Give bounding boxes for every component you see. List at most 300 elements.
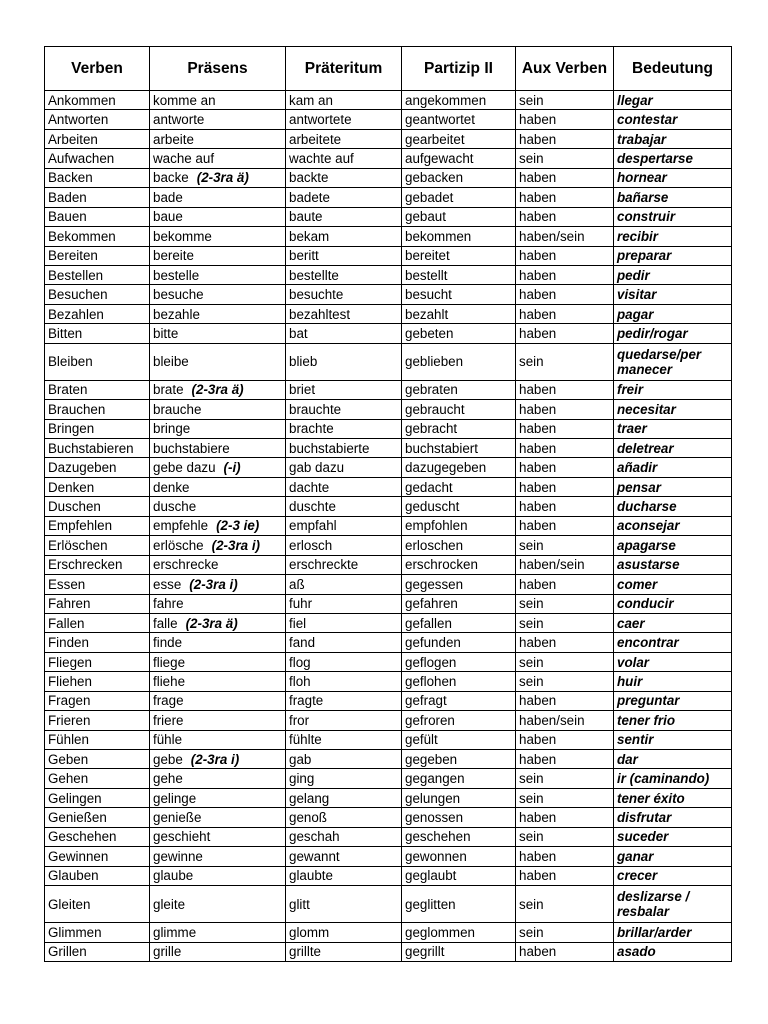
verb-cell: Arbeiten [45, 129, 150, 148]
praesens-cell [150, 633, 286, 652]
praesens-text: brauche [153, 401, 202, 417]
praeteritum-cell: fragte [286, 691, 402, 710]
verb-cell: Essen [45, 575, 150, 594]
praesens-cell [150, 477, 286, 496]
praeteritum-cell: gab [286, 750, 402, 769]
aux-cell: haben [516, 380, 614, 399]
aux-cell: haben [516, 575, 614, 594]
table-row [45, 672, 732, 691]
partizip-cell: geglommen [402, 923, 516, 942]
partizip-cell: besucht [402, 285, 516, 304]
table-row [45, 343, 732, 380]
aux-cell: haben [516, 497, 614, 516]
praesens-cell [150, 730, 286, 749]
aux-cell: haben [516, 246, 614, 265]
praesens-cell [150, 419, 286, 438]
partizip-cell: geschehen [402, 827, 516, 846]
table-row [45, 458, 732, 477]
meaning-cell: comer [614, 575, 732, 594]
table-row [45, 439, 732, 458]
praeteritum-cell: bat [286, 324, 402, 343]
partizip-cell: gefült [402, 730, 516, 749]
praesens-text: denke [153, 479, 190, 495]
partizip-cell: geantwortet [402, 110, 516, 129]
praesens-text: antworte [153, 112, 205, 128]
verb-cell: Genießen [45, 808, 150, 827]
meaning-cell: volar [614, 652, 732, 671]
aux-cell: sein [516, 886, 614, 923]
aux-cell: sein [516, 652, 614, 671]
table-row [45, 285, 732, 304]
verb-cell: Gewinnen [45, 847, 150, 866]
verb-cell: Besuchen [45, 285, 150, 304]
meaning-cell: suceder [614, 827, 732, 846]
praesens-text: bitte [153, 325, 179, 341]
praesens-cell [150, 129, 286, 148]
praesens-text: grille [153, 944, 182, 960]
praesens-text: gewinne [153, 848, 203, 864]
praeteritum-cell: beritt [286, 246, 402, 265]
conjugation-note: (2-3ra ä) [196, 170, 249, 186]
verb-cell: Fahren [45, 594, 150, 613]
aux-cell: sein [516, 769, 614, 788]
praesens-text: bade [153, 189, 183, 205]
praesens-cell [150, 188, 286, 207]
partizip-cell: gebeten [402, 324, 516, 343]
praeteritum-cell: erlosch [286, 536, 402, 555]
praeteritum-cell: brauchte [286, 400, 402, 419]
aux-cell: haben [516, 633, 614, 652]
meaning-cell: bañarse [614, 188, 732, 207]
praesens-cell [150, 304, 286, 323]
praeteritum-cell: badete [286, 188, 402, 207]
praesens-text: bekomme [153, 228, 212, 244]
praesens-cell [150, 149, 286, 168]
praesens-cell [150, 788, 286, 807]
meaning-cell: añadir [614, 458, 732, 477]
praesens-text: fühle [153, 732, 183, 748]
praesens-cell [150, 207, 286, 226]
header-row [45, 47, 732, 91]
table-row [45, 594, 732, 613]
praesens-cell [150, 691, 286, 710]
praesens-text: geschieht [153, 829, 211, 845]
praesens-text: empfehle [153, 518, 209, 534]
verb-cell: Backen [45, 168, 150, 187]
praesens-text: gebe [153, 751, 183, 767]
praesens-text: bestelle [153, 267, 200, 283]
praesens-cell [150, 110, 286, 129]
praesens-cell [150, 827, 286, 846]
praesens-text: buchstabiere [153, 440, 230, 456]
praesens-cell [150, 672, 286, 691]
partizip-cell: gebraucht [402, 400, 516, 419]
verb-cell: Bestellen [45, 265, 150, 284]
table-row [45, 633, 732, 652]
verb-cell: Glimmen [45, 923, 150, 942]
verb-cell: Erlöschen [45, 536, 150, 555]
table-row [45, 866, 732, 885]
verb-cell: Bleiben [45, 343, 150, 380]
aux-cell: haben [516, 265, 614, 284]
aux-cell: haben [516, 168, 614, 187]
aux-cell: haben/sein [516, 227, 614, 246]
aux-cell: haben [516, 847, 614, 866]
meaning-cell: hornear [614, 168, 732, 187]
praesens-text: gehe [153, 771, 183, 787]
aux-cell: haben [516, 285, 614, 304]
table-row [45, 575, 732, 594]
meaning-cell: visitar [614, 285, 732, 304]
partizip-cell: gefahren [402, 594, 516, 613]
aux-cell: haben [516, 324, 614, 343]
aux-cell: sein [516, 536, 614, 555]
table-row [45, 691, 732, 710]
partizip-cell: gebracht [402, 419, 516, 438]
praeteritum-cell: fuhr [286, 594, 402, 613]
aux-cell: haben [516, 129, 614, 148]
praesens-cell [150, 594, 286, 613]
meaning-cell: pedir/rogar [614, 324, 732, 343]
praesens-cell [150, 458, 286, 477]
praeteritum-cell: dachte [286, 477, 402, 496]
conjugation-note: (2-3 ie) [216, 518, 260, 534]
praesens-cell [150, 652, 286, 671]
conjugation-note: (-i) [223, 460, 241, 476]
header-partizip: Partizip II [402, 47, 516, 91]
table-row [45, 516, 732, 535]
table-row [45, 886, 732, 923]
praesens-text: friere [153, 712, 184, 728]
aux-cell: haben [516, 458, 614, 477]
aux-cell: sein [516, 923, 614, 942]
table-row [45, 555, 732, 574]
aux-cell: haben [516, 439, 614, 458]
praesens-cell [150, 711, 286, 730]
partizip-cell: geglitten [402, 886, 516, 923]
praesens-text: esse [153, 576, 182, 592]
praesens-text: baue [153, 209, 183, 225]
praesens-cell [150, 380, 286, 399]
meaning-cell: conducir [614, 594, 732, 613]
table-row [45, 129, 732, 148]
praeteritum-cell: glitt [286, 886, 402, 923]
aux-cell: haben [516, 691, 614, 710]
praeteritum-cell: antwortete [286, 110, 402, 129]
praesens-cell [150, 808, 286, 827]
header-praeteritum: Präteritum [286, 47, 402, 91]
table-header [45, 47, 732, 91]
verb-cell: Geben [45, 750, 150, 769]
header-bedeutung: Bedeutung [614, 47, 732, 91]
praesens-text: frage [153, 693, 184, 709]
praesens-cell [150, 439, 286, 458]
aux-cell: haben [516, 188, 614, 207]
partizip-cell: gedacht [402, 477, 516, 496]
praeteritum-cell: geschah [286, 827, 402, 846]
partizip-cell: geblieben [402, 343, 516, 380]
aux-cell: sein [516, 343, 614, 380]
table-row [45, 188, 732, 207]
meaning-cell: quedarse/per manecer [614, 343, 732, 380]
meaning-cell: contestar [614, 110, 732, 129]
table-row [45, 400, 732, 419]
partizip-cell: geglaubt [402, 866, 516, 885]
verb-cell: Bauen [45, 207, 150, 226]
partizip-cell: bereitet [402, 246, 516, 265]
meaning-cell: brillar/arder [614, 923, 732, 942]
aux-cell: haben [516, 400, 614, 419]
table-row [45, 788, 732, 807]
praesens-text: backe [153, 170, 189, 186]
verb-cell: Fallen [45, 613, 150, 632]
aux-cell: haben [516, 419, 614, 438]
verb-cell: Antworten [45, 110, 150, 129]
praeteritum-cell: erschreckte [286, 555, 402, 574]
praesens-cell [150, 923, 286, 942]
praeteritum-cell: bekam [286, 227, 402, 246]
table-row [45, 750, 732, 769]
partizip-cell: angekommen [402, 91, 516, 110]
partizip-cell: gebacken [402, 168, 516, 187]
praesens-cell [150, 285, 286, 304]
praeteritum-cell: duschte [286, 497, 402, 516]
partizip-cell: bezahlt [402, 304, 516, 323]
verb-cell: Fragen [45, 691, 150, 710]
partizip-cell: gefroren [402, 711, 516, 730]
praeteritum-cell: baute [286, 207, 402, 226]
verb-cell: Bereiten [45, 246, 150, 265]
meaning-cell: deletrear [614, 439, 732, 458]
praeteritum-cell: glomm [286, 923, 402, 942]
aux-cell: haben [516, 866, 614, 885]
verb-cell: Ankommen [45, 91, 150, 110]
table-row [45, 477, 732, 496]
partizip-cell: gefragt [402, 691, 516, 710]
aux-cell: sein [516, 91, 614, 110]
praeteritum-cell: floh [286, 672, 402, 691]
partizip-cell: gebaut [402, 207, 516, 226]
praesens-text: erlösche [153, 537, 204, 553]
praeteritum-cell: gelang [286, 788, 402, 807]
verb-cell: Gelingen [45, 788, 150, 807]
table-row [45, 168, 732, 187]
table-row [45, 91, 732, 110]
table-row [45, 110, 732, 129]
praeteritum-cell: fand [286, 633, 402, 652]
table-row [45, 730, 732, 749]
praeteritum-cell: grillte [286, 942, 402, 961]
aux-cell: haben [516, 516, 614, 535]
praesens-text: genieße [153, 810, 202, 826]
praesens-cell [150, 343, 286, 380]
aux-cell: sein [516, 827, 614, 846]
partizip-cell: gegangen [402, 769, 516, 788]
table-row [45, 923, 732, 942]
conjugation-note: (2-3ra i) [189, 576, 238, 592]
meaning-cell: despertarse [614, 149, 732, 168]
meaning-cell: tener éxito [614, 788, 732, 807]
verb-cell: Buchstabieren [45, 439, 150, 458]
verb-cell: Braten [45, 380, 150, 399]
table-row [45, 769, 732, 788]
partizip-cell: gefunden [402, 633, 516, 652]
praesens-cell [150, 866, 286, 885]
praesens-text: gelinge [153, 790, 197, 806]
aux-cell: sein [516, 613, 614, 632]
partizip-cell: erloschen [402, 536, 516, 555]
praesens-cell [150, 516, 286, 535]
aux-cell: haben [516, 808, 614, 827]
meaning-cell: traer [614, 419, 732, 438]
verb-cell: Denken [45, 477, 150, 496]
praesens-cell [150, 847, 286, 866]
meaning-cell: construir [614, 207, 732, 226]
partizip-cell: bestellt [402, 265, 516, 284]
meaning-cell: asado [614, 942, 732, 961]
table-row [45, 380, 732, 399]
partizip-cell: gebadet [402, 188, 516, 207]
table-row [45, 613, 732, 632]
praesens-cell [150, 400, 286, 419]
verb-cell: Duschen [45, 497, 150, 516]
verb-cell: Geschehen [45, 827, 150, 846]
partizip-cell: buchstabiert [402, 439, 516, 458]
meaning-cell: pedir [614, 265, 732, 284]
table-row [45, 227, 732, 246]
praesens-text: fliehe [153, 673, 186, 689]
partizip-cell: gegrillt [402, 942, 516, 961]
praesens-cell [150, 246, 286, 265]
verb-cell: Aufwachen [45, 149, 150, 168]
praeteritum-cell: flog [286, 652, 402, 671]
partizip-cell: gelungen [402, 788, 516, 807]
aux-cell: haben [516, 304, 614, 323]
verb-cell: Frieren [45, 711, 150, 730]
meaning-cell: dar [614, 750, 732, 769]
meaning-cell: ir (caminando) [614, 769, 732, 788]
praeteritum-cell: gewannt [286, 847, 402, 866]
verb-cell: Gehen [45, 769, 150, 788]
aux-cell: haben [516, 730, 614, 749]
table-row [45, 711, 732, 730]
table-row [45, 497, 732, 516]
partizip-cell: gebraten [402, 380, 516, 399]
praesens-text: bleibe [153, 354, 189, 370]
aux-cell: sein [516, 788, 614, 807]
conjugation-note: (2-3ra i) [190, 751, 240, 767]
praesens-text: bringe [153, 421, 191, 437]
praeteritum-cell: genoß [286, 808, 402, 827]
partizip-cell: geduscht [402, 497, 516, 516]
partizip-cell: aufgewacht [402, 149, 516, 168]
meaning-cell: preparar [614, 246, 732, 265]
praesens-text: arbeite [153, 131, 194, 147]
meaning-cell: huir [614, 672, 732, 691]
praesens-cell [150, 227, 286, 246]
praesens-cell [150, 91, 286, 110]
conjugation-note: (2-3ra i) [211, 537, 260, 553]
praesens-text: besuche [153, 287, 204, 303]
praesens-cell [150, 536, 286, 555]
table-row [45, 942, 732, 961]
praesens-text: gleite [153, 896, 186, 912]
praeteritum-cell: fiel [286, 613, 402, 632]
meaning-cell: recibir [614, 227, 732, 246]
partizip-cell: geflohen [402, 672, 516, 691]
meaning-cell: llegar [614, 91, 732, 110]
table-row [45, 847, 732, 866]
praeteritum-cell: wachte auf [286, 149, 402, 168]
partizip-cell: bekommen [402, 227, 516, 246]
meaning-cell: preguntar [614, 691, 732, 710]
verb-cell: Bekommen [45, 227, 150, 246]
praeteritum-cell: besuchte [286, 285, 402, 304]
aux-cell: haben/sein [516, 711, 614, 730]
praeteritum-cell: ging [286, 769, 402, 788]
praesens-cell [150, 555, 286, 574]
aux-cell: haben [516, 207, 614, 226]
praesens-text: bereite [153, 248, 194, 264]
praesens-cell [150, 324, 286, 343]
conjugation-note: (2-3ra ä) [185, 615, 238, 631]
praesens-text: bezahle [153, 306, 200, 322]
praesens-text: wache auf [153, 151, 215, 167]
praeteritum-cell: briet [286, 380, 402, 399]
praeteritum-cell: buchstabierte [286, 439, 402, 458]
praeteritum-cell: fror [286, 711, 402, 730]
aux-cell: haben [516, 942, 614, 961]
praeteritum-cell: gab dazu [286, 458, 402, 477]
partizip-cell: gegeben [402, 750, 516, 769]
meaning-cell: encontrar [614, 633, 732, 652]
praeteritum-cell: bestellte [286, 265, 402, 284]
table-row [45, 246, 732, 265]
praeteritum-cell: glaubte [286, 866, 402, 885]
table-row [45, 827, 732, 846]
partizip-cell: gefallen [402, 613, 516, 632]
partizip-cell: geflogen [402, 652, 516, 671]
verb-cell: Bringen [45, 419, 150, 438]
praesens-cell [150, 575, 286, 594]
aux-cell: sein [516, 594, 614, 613]
praeteritum-cell: aß [286, 575, 402, 594]
aux-cell: sein [516, 672, 614, 691]
praeteritum-cell: arbeitete [286, 129, 402, 148]
meaning-cell: trabajar [614, 129, 732, 148]
verb-cell: Fliehen [45, 672, 150, 691]
praesens-text: glimme [153, 924, 197, 940]
verb-cell: Dazugeben [45, 458, 150, 477]
meaning-cell: necesitar [614, 400, 732, 419]
conjugation-note: (2-3ra ä) [191, 382, 244, 398]
praesens-cell [150, 769, 286, 788]
aux-cell: sein [516, 149, 614, 168]
praesens-text: falle [153, 615, 178, 631]
meaning-cell: freir [614, 380, 732, 399]
table-row [45, 808, 732, 827]
verb-cell: Bitten [45, 324, 150, 343]
meaning-cell: crecer [614, 866, 732, 885]
partizip-cell: erschrocken [402, 555, 516, 574]
praesens-cell [150, 750, 286, 769]
praesens-text: fliege [153, 654, 186, 670]
praesens-text: fahre [153, 596, 184, 612]
partizip-cell: dazugegeben [402, 458, 516, 477]
praesens-text: gebe dazu [153, 460, 216, 476]
praesens-cell [150, 942, 286, 961]
meaning-cell: tener frio [614, 711, 732, 730]
